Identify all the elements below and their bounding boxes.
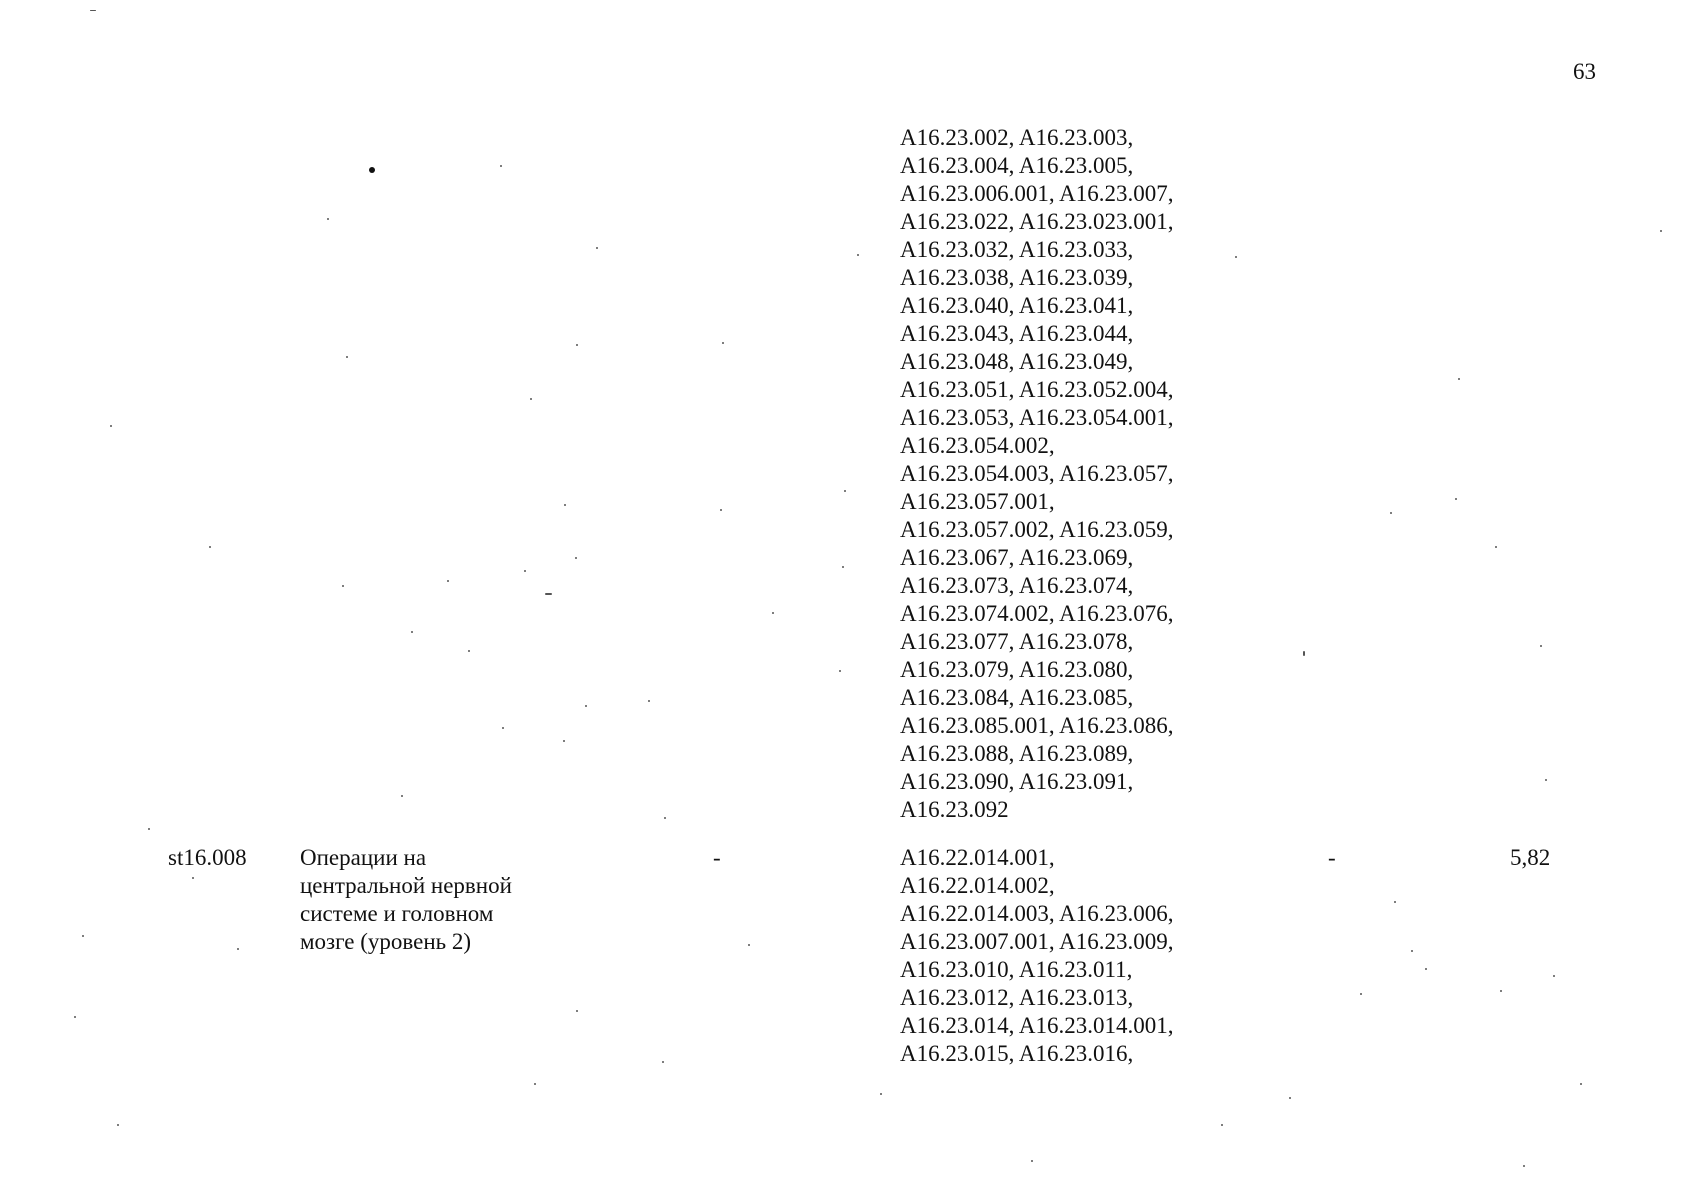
page-number: 63 xyxy=(1573,59,1596,84)
row-name xyxy=(300,844,560,956)
code-line: A16.22.014.001, xyxy=(900,845,1055,870)
scan-speck xyxy=(1495,546,1497,548)
scan-speck xyxy=(468,650,470,652)
row-name-line: мозге (уровень 2) xyxy=(300,929,472,954)
scan-speck xyxy=(342,585,344,587)
code-line: A16.23.079, A16.23.080, xyxy=(900,657,1134,682)
continuation-codes-list xyxy=(900,124,1173,824)
code-line: A16.23.074.002, A16.23.076, xyxy=(900,601,1174,626)
scan-speck xyxy=(447,580,449,582)
row-name-line: центральной нервной xyxy=(300,873,512,898)
scan-speck xyxy=(576,1010,578,1012)
scan-speck xyxy=(110,425,112,427)
code-line: A16.23.010, A16.23.011, xyxy=(900,957,1133,982)
code-line: A16.23.048, A16.23.049, xyxy=(900,349,1134,374)
row-code: st16.008 xyxy=(168,845,247,870)
scan-speck xyxy=(401,795,403,797)
scan-speck xyxy=(1390,512,1392,514)
scan-speck xyxy=(534,1083,536,1085)
code-line: A16.23.051, A16.23.052.004, xyxy=(900,377,1174,402)
code-line: A16.23.054.003, A16.23.057, xyxy=(900,461,1174,486)
scan-speck xyxy=(1221,1124,1223,1126)
row-codes-list xyxy=(900,844,1173,1068)
code-line: A16.23.012, A16.23.013, xyxy=(900,985,1134,1010)
scan-speck xyxy=(369,167,375,173)
code-line: A16.23.004, A16.23.005, xyxy=(900,153,1134,178)
code-line: A16.23.053, A16.23.054.001, xyxy=(900,405,1174,430)
code-line: A16.23.088, A16.23.089, xyxy=(900,741,1134,766)
code-line: A16.23.006.001, A16.23.007, xyxy=(900,181,1174,206)
scan-speck xyxy=(1523,1165,1525,1167)
scan-speck xyxy=(1031,1160,1033,1162)
scan-speck xyxy=(1235,256,1237,258)
code-line: A16.23.084, A16.23.085, xyxy=(900,685,1134,710)
code-line: A16.23.032, A16.23.033, xyxy=(900,237,1134,262)
scan-speck xyxy=(1660,230,1662,232)
code-line: A16.23.014, A16.23.014.001, xyxy=(900,1013,1174,1038)
row-empty-dash: - xyxy=(713,845,721,870)
scan-speck xyxy=(74,1016,76,1018)
scan-speck xyxy=(857,254,859,256)
code-line: A16.23.040, A16.23.041, xyxy=(900,293,1134,318)
scan-speck xyxy=(575,557,577,559)
scan-speck xyxy=(327,218,329,220)
scan-speck xyxy=(1411,950,1413,952)
code-line: A16.23.077, A16.23.078, xyxy=(900,629,1134,654)
scan-speck xyxy=(844,490,846,492)
scan-speck xyxy=(209,546,211,548)
code-line: A16.23.090, A16.23.091, xyxy=(900,769,1134,794)
scan-speck xyxy=(1545,779,1547,781)
scan-speck xyxy=(1360,993,1362,995)
scan-speck xyxy=(1580,1083,1582,1085)
scan-speck xyxy=(346,356,348,358)
scan-speck xyxy=(563,740,565,742)
code-line: A16.23.022, A16.23.023.001, xyxy=(900,209,1174,234)
code-line: A16.23.073, A16.23.074, xyxy=(900,573,1134,598)
scan-speck xyxy=(90,10,96,11)
code-line: A16.23.067, A16.23.069, xyxy=(900,545,1134,570)
scan-speck xyxy=(1303,651,1305,656)
code-line: A16.23.002, A16.23.003, xyxy=(900,125,1134,150)
scan-speck xyxy=(530,398,532,400)
code-line: A16.23.043, A16.23.044, xyxy=(900,321,1134,346)
row-name-line: Операции на xyxy=(300,845,427,870)
row-empty-dash: - xyxy=(1328,845,1336,870)
scan-speck xyxy=(722,342,724,344)
scan-speck xyxy=(664,817,666,819)
code-line: A16.23.057.002, A16.23.059, xyxy=(900,517,1174,542)
row-name-line: системе и головном xyxy=(300,901,494,926)
scan-speck xyxy=(1500,990,1502,992)
scan-speck xyxy=(1540,645,1542,647)
scan-speck xyxy=(720,509,722,511)
scan-speck xyxy=(839,670,841,672)
scan-speck xyxy=(1553,975,1555,977)
scan-speck xyxy=(748,944,750,946)
row-coefficient: 5,82 xyxy=(1510,845,1551,870)
scan-speck xyxy=(1289,1097,1291,1099)
scan-speck xyxy=(524,570,526,572)
scan-speck xyxy=(880,1093,882,1095)
scan-speck xyxy=(502,727,504,729)
scan-speck xyxy=(648,700,650,702)
code-line: A16.23.007.001, A16.23.009, xyxy=(900,929,1174,954)
code-line: A16.23.057.001, xyxy=(900,489,1055,514)
scan-speck xyxy=(842,566,844,568)
scan-speck xyxy=(585,705,587,707)
scan-speck xyxy=(662,1061,664,1063)
scan-speck xyxy=(411,631,413,633)
scan-speck xyxy=(1394,901,1396,903)
scan-speck xyxy=(772,612,774,614)
code-line: A16.23.054.002, xyxy=(900,433,1055,458)
scan-speck xyxy=(596,247,598,249)
scan-speck xyxy=(1458,378,1460,380)
scan-speck xyxy=(564,504,566,506)
scan-speck xyxy=(237,948,239,950)
scan-speck xyxy=(500,165,502,167)
code-line: A16.22.014.003, A16.23.006, xyxy=(900,901,1174,926)
scan-speck xyxy=(576,344,578,346)
scan-speck xyxy=(148,828,150,830)
code-line: A16.22.014.002, xyxy=(900,873,1055,898)
code-line: A16.23.085.001, A16.23.086, xyxy=(900,713,1174,738)
scan-speck xyxy=(117,1124,119,1126)
scan-speck xyxy=(1425,968,1427,970)
scan-speck xyxy=(192,877,194,879)
scan-speck xyxy=(1455,498,1457,500)
code-line: A16.23.092 xyxy=(900,797,1009,822)
scan-speck xyxy=(545,593,552,595)
code-line: A16.23.038, A16.23.039, xyxy=(900,265,1134,290)
scan-speck xyxy=(82,935,84,937)
code-line: A16.23.015, A16.23.016, xyxy=(900,1041,1134,1066)
